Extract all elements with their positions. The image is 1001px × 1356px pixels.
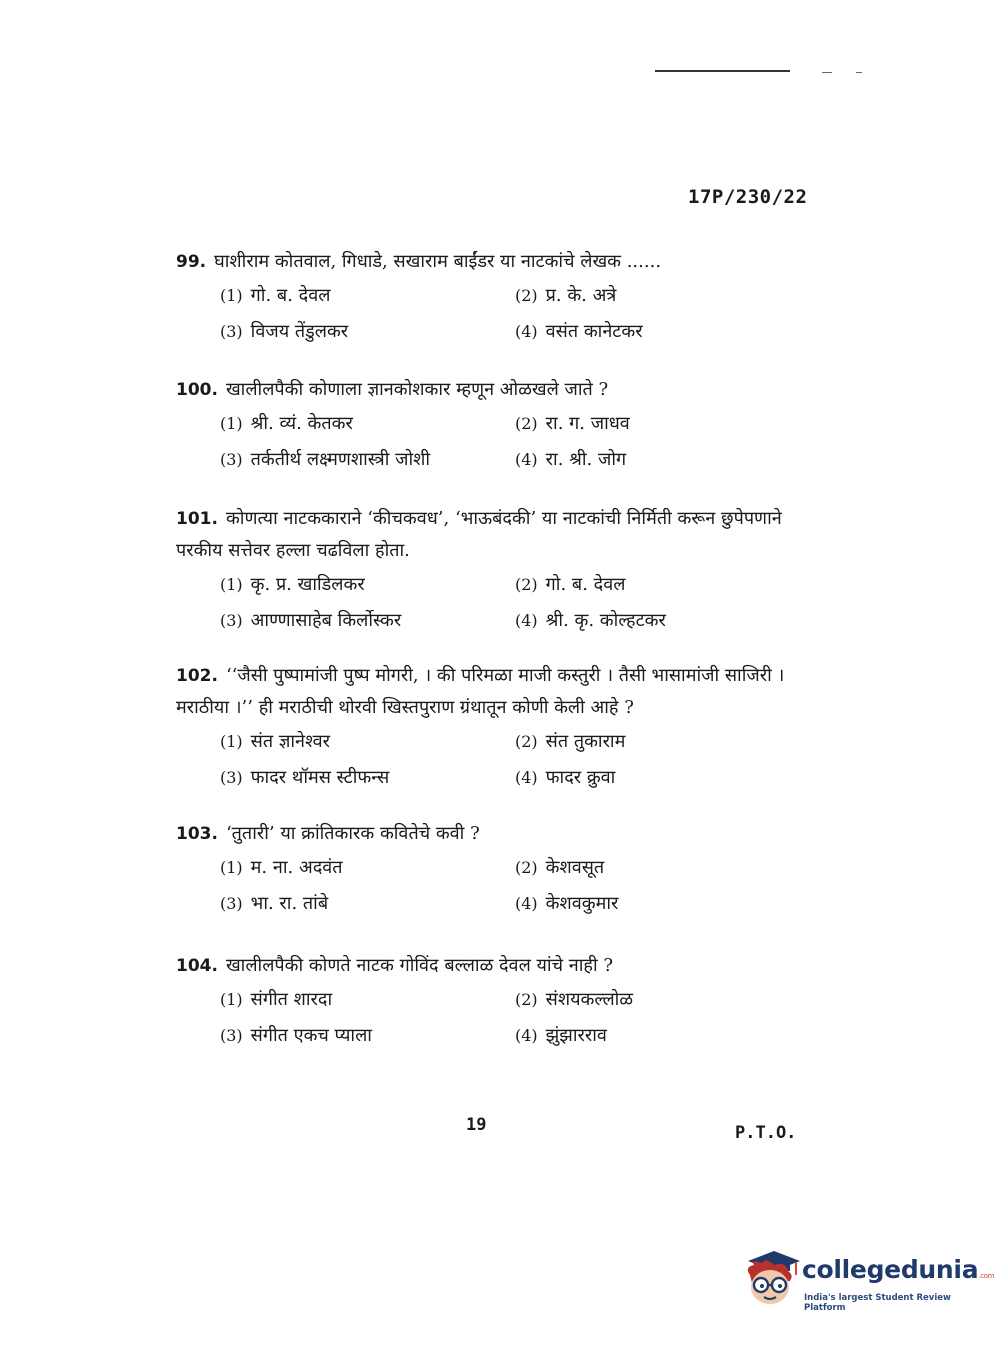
option [515, 984, 815, 1016]
top-rule-dash [822, 72, 832, 73]
question-text: खालीलपैकी कोणाला ज्ञानकोशकार म्हणून ओळखले जाते ? [225, 379, 609, 400]
question-103 [176, 818, 806, 920]
question-number: 103. [176, 824, 218, 844]
option-text: झुंझारराव [545, 1025, 607, 1046]
option-number: (4) [515, 1026, 538, 1045]
option [220, 1020, 515, 1052]
option-text: भा. रा. तांबे [250, 893, 329, 914]
question-stem [176, 950, 806, 982]
option-number: (1) [220, 732, 243, 751]
option-number: (3) [220, 611, 243, 630]
option-number: (3) [220, 894, 243, 913]
option-number: (4) [515, 611, 538, 630]
option-text: आण्णासाहेब किर्लोस्कर [250, 610, 402, 631]
option-text: केशवसूत [545, 857, 605, 878]
option-number: (1) [220, 286, 243, 305]
question-101 [176, 503, 806, 637]
option-number: (4) [515, 894, 538, 913]
option-text: श्री. व्यं. केतकर [250, 413, 353, 434]
option-text: कृ. प्र. खाडिलकर [250, 574, 365, 595]
option [220, 280, 515, 312]
option [220, 316, 515, 348]
brand-name-text: collegedunia [802, 1255, 979, 1284]
option-number: (2) [515, 732, 538, 751]
option-number: (2) [515, 414, 538, 433]
question-number: 101. [176, 509, 218, 529]
question-text: ‘तुतारी’ या क्रांतिकारक कवितेचे कवी ? [225, 823, 480, 844]
option-text: म. ना. अदवंत [250, 857, 343, 878]
question-stem [176, 503, 806, 567]
option-text: संशयकल्लोळ [545, 989, 634, 1010]
option-text: वसंत कानेटकर [545, 321, 643, 342]
option-number: (3) [220, 1026, 243, 1045]
option-number: (4) [515, 450, 538, 469]
option-text: संत तुकाराम [545, 731, 626, 752]
question-number: 100. [176, 380, 218, 400]
collegedunia-mascot-icon [740, 1245, 800, 1311]
option-number: (3) [220, 322, 243, 341]
options-list [220, 852, 806, 920]
option-text: विजय तेंडुलकर [250, 321, 349, 342]
option [515, 726, 815, 758]
question-text: कोणत्या नाटककाराने ‘कीचकवध’, ‘भाऊबंदकी’ या नाटकांची निर्मिती करून छुपेपणाने परकीय सत्तेवर हल्ला चढविला होता. [176, 508, 782, 561]
top-rule [655, 70, 790, 72]
paper-code: 17P/230/22 [688, 186, 808, 208]
option [515, 569, 815, 601]
option [515, 888, 815, 920]
top-rule-dash [856, 72, 862, 73]
question-104 [176, 950, 806, 1052]
option-number: (1) [220, 990, 243, 1009]
option-text: रा. श्री. जोग [545, 449, 627, 470]
question-number: 99. [176, 252, 207, 272]
options-list [220, 569, 806, 637]
option-text: फादर थॉमस स्टीफन्स [250, 767, 390, 788]
option-number: (3) [220, 450, 243, 469]
option-number: (1) [220, 858, 243, 877]
option-number: (2) [515, 286, 538, 305]
question-number: 104. [176, 956, 218, 976]
collegedunia-logo-text [802, 1255, 994, 1284]
question-text: खालीलपैकी कोणते नाटक गोविंद बल्लाळ देवल यांचे नाही ? [225, 955, 613, 976]
option [515, 762, 815, 794]
option [515, 316, 815, 348]
option-text: श्री. कृ. कोल्हटकर [545, 610, 666, 631]
question-100 [176, 374, 806, 476]
option [515, 605, 815, 637]
question-stem [176, 818, 806, 850]
question-stem [176, 660, 806, 724]
option [515, 1020, 815, 1052]
option [220, 726, 515, 758]
option-number: (2) [515, 858, 538, 877]
option-number: (4) [515, 322, 538, 341]
option-text: गो. ब. देवल [250, 285, 331, 306]
options-list [220, 280, 806, 348]
option-text: प्र. के. अत्रे [545, 285, 617, 306]
option [220, 408, 515, 440]
collegedunia-watermark [740, 1245, 995, 1315]
question-text: ‘‘जैसी पुष्पामांजी पुष्प मोगरी, । की परिमळा माजी कस्तुरी । तैसी भासामांजी साजिरी । मराठीया ।’’ ही मराठीची थोरवी खिस्तपुराण ग्रंथातून कोणी केली आहे ? [176, 665, 785, 718]
brand-tagline: India's largest Student Review Platform [804, 1293, 951, 1313]
option [220, 852, 515, 884]
option [515, 280, 815, 312]
option-text: गो. ब. देवल [545, 574, 626, 595]
question-stem [176, 246, 806, 278]
option-text: तर्कतीर्थ लक्ष्मणशास्त्री जोशी [250, 449, 431, 470]
question-99 [176, 246, 806, 348]
option [515, 852, 815, 884]
option-text: केशवकुमार [545, 893, 619, 914]
option [515, 444, 815, 476]
question-text: घाशीराम कोतवाल, गिधाडे, सखाराम बाईंडर या नाटकांचे लेखक ...... [214, 251, 662, 272]
option-text: संगीत शारदा [250, 989, 333, 1010]
option-text: संत ज्ञानेश्वर [250, 731, 331, 752]
options-list [220, 408, 806, 476]
option-number: (2) [515, 990, 538, 1009]
question-number: 102. [176, 666, 218, 686]
option-text: संगीत एकच प्याला [250, 1025, 372, 1046]
option-number: (1) [220, 414, 243, 433]
option [220, 888, 515, 920]
options-list [220, 726, 806, 794]
pto-label: P.T.O. [735, 1123, 797, 1143]
page-number: 19 [466, 1115, 487, 1135]
option [220, 762, 515, 794]
options-list [220, 984, 806, 1052]
option [515, 408, 815, 440]
option [220, 569, 515, 601]
option-text: रा. ग. जाधव [545, 413, 630, 434]
option-number: (3) [220, 768, 243, 787]
option-text: फादर क्रुवा [545, 767, 616, 788]
question-stem [176, 374, 806, 406]
question-102 [176, 660, 806, 794]
option [220, 984, 515, 1016]
option [220, 444, 515, 476]
option-number: (2) [515, 575, 538, 594]
brand-dotcom: .com [978, 1272, 995, 1280]
option-number: (1) [220, 575, 243, 594]
option [220, 605, 515, 637]
option-number: (4) [515, 768, 538, 787]
